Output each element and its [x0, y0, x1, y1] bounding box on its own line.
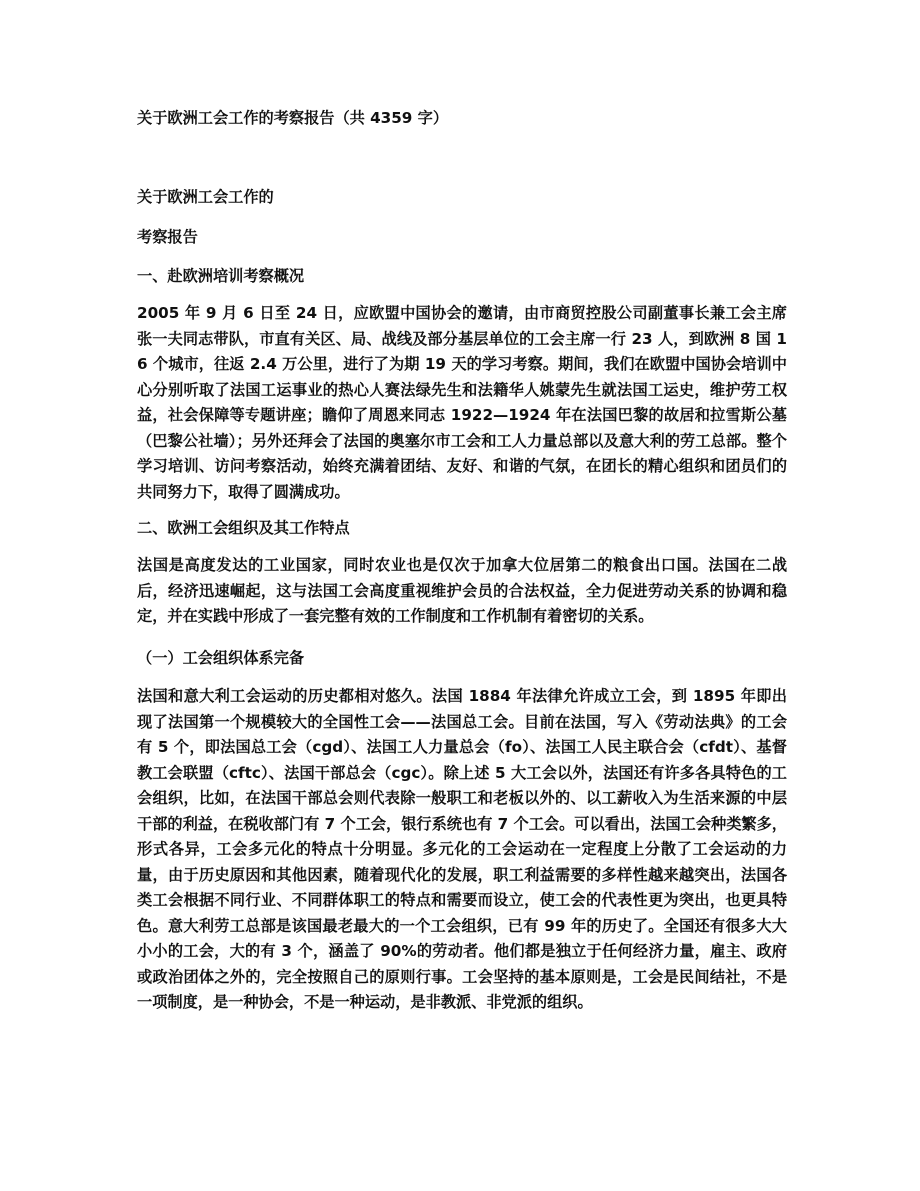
section-2-paragraph: 法国是高度发达的工业国家，同时农业也是仅次于加拿大位居第二的粮食出口国。法国在二战后，经济迅速崛起，这与法国工会高度重视维护会员的合法权益，全力促进劳动关系的协调和稳定，并在实践中形成了一套完整有效的工作制度和工作机制有着密切的关系。	[137, 556, 787, 625]
report-title-line-2: 考察报告	[137, 228, 198, 246]
subsection-1-heading: （一）工会组织体系完备	[137, 649, 305, 667]
section-2-heading: 二、欧洲工会组织及其工作特点	[137, 519, 350, 537]
document-title: 关于欧洲工会工作的考察报告（共 4359 字）	[137, 109, 449, 127]
subsection-1-paragraph: 法国和意大利工会运动的历史都相对悠久。法国 1884 年法律允许成立工会，到 1895 年即出现了法国第一个规模较大的全国性工会——法国总工会。目前在法国，写入《劳动法典》的工会有 5 个，即法国总工会（cgd）、法国工人力量总会（fo）、法国工人民主联合会（cfdt）、基督教工会联盟（cftc）、法国干部总会（cgc）。除上述 5 大工会以外，法国还有许多各具特色的工会组织，比如，在法国干部总会则代表除一般职工和老板以外的、以工薪收入为生活来源的中层干部的利益，在税收部门有 7 个工会，银行系统也有 7 个工会。可以看出，法国工会种类繁多，形式各异，工会多元化的特点十分明显。多元化的工会运动在一定程度上分散了工会运动的力量，由于历史原因和其他因素，随着现代化的发展，职工利益需要的多样性越来越突出，法国各类工会根据不同行业、不同群体职工的特点和需要而设立，使工会的代表性更为突出，也更具特色。意大利劳工总部是该国最老最大的一个工会组织，已有 99 年的历史了。全国还有很多大大小小的工会，大的有 3 个，涵盖了 90%的劳动者。他们都是独立于任何经济力量，雇主、政府或政治团体之外的，完全按照自己的原则行事。工会坚持的基本原则是，工会是民间结社，不是一项制度，是一种协会，不是一种运动，是非教派、非党派的组织。	[137, 687, 787, 1011]
report-title-line-1: 关于欧洲工会工作的	[137, 188, 274, 206]
section-1-heading: 一、赴欧洲培训考察概况	[137, 267, 305, 285]
section-1-paragraph: 2005 年 9 月 6 日至 24 日，应欧盟中国协会的邀请，由市商贸控股公司副董事长兼工会主席张一夫同志带队，市直有关区、局、战线及部分基层单位的工会主席一行 23 人，到欧洲 8 国 16 个城市，往返 2.4 万公里，进行了为期 19 天的学习考察。期间，我们在欧盟中国协会培训中心分别听取了法国工运事业的热心人赛法绿先生和法籍华人姚蒙先生就法国工运史，维护劳工权益，社会保障等专题讲座；瞻仰了周恩来同志 1922—1924 年在法国巴黎的故居和拉雪斯公墓（巴黎公社墙）；另外还拜会了法国的奥塞尔市工会和工人力量总部以及意大利的劳工总部。整个学习培训、访问考察活动，始终充满着团结、友好、和谐的气氛，在团长的精心组织和团员们的共同努力下，取得了圆满成功。	[137, 304, 787, 501]
